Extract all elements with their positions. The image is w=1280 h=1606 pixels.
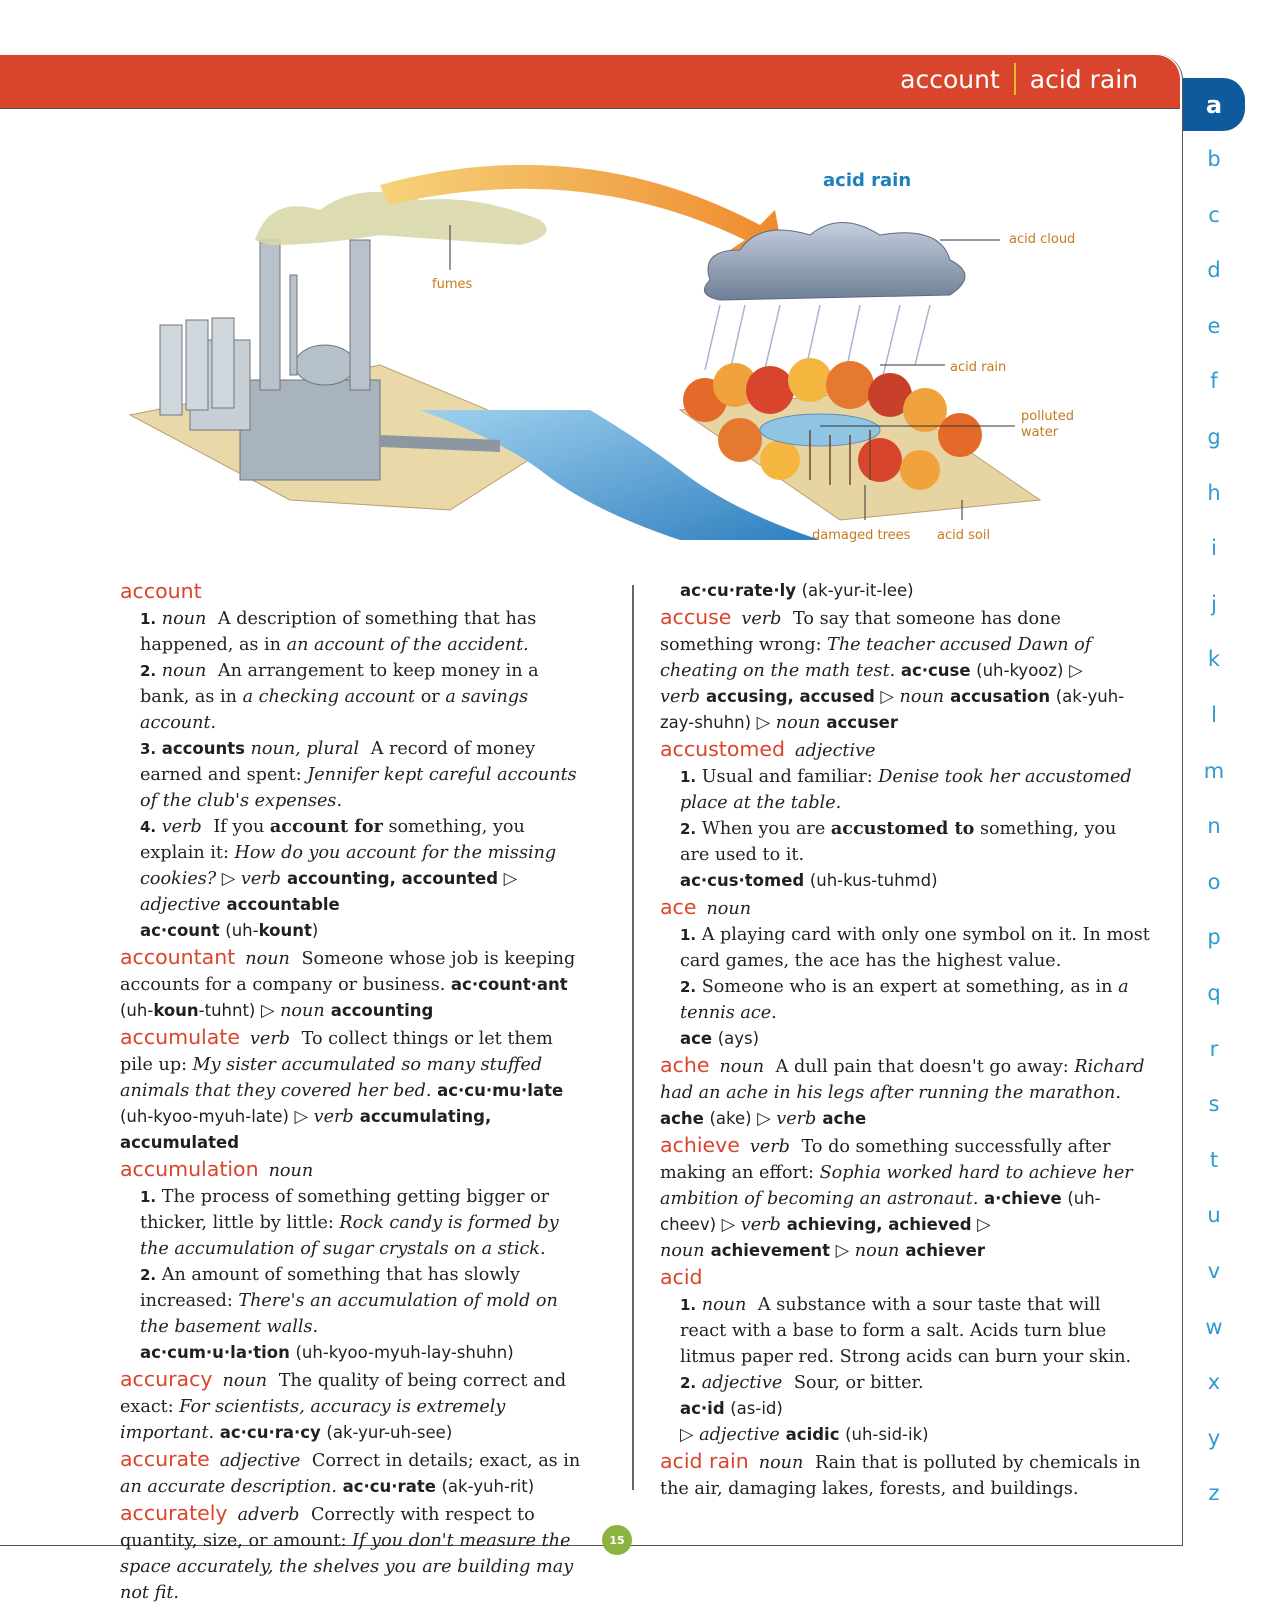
alphabet-tab-m[interactable]: m: [1203, 758, 1225, 783]
factory-building: [240, 380, 380, 480]
headword: ache: [660, 1053, 710, 1077]
label-polluted-water: polluted water: [1021, 409, 1075, 440]
smokestack: [350, 240, 370, 390]
headword: accustomed: [660, 737, 785, 761]
alphabet-tab-e[interactable]: e: [1207, 313, 1221, 338]
alphabet-tab-s[interactable]: s: [1208, 1092, 1220, 1117]
entry-acid: acid 1. noun A substance with a sour taste that will react with a base to form a salt. Acids turn blue litmus paper red. Strong acids can burn your skin. 2. adjective Sour, or bitter. ac·id (as-id) ▷ adjective acidic (uh-sid-ik): [660, 1265, 1132, 1445]
alphabet-tab-z[interactable]: z: [1208, 1481, 1220, 1506]
alphabet-tab-l[interactable]: l: [1211, 703, 1217, 727]
entry-accountant: accountant noun Someone whose job is keeping accounts for a company or business. ac·count·ant (uh-koun-tuhnt) ▷ noun accounting: [120, 945, 576, 1021]
dome: [295, 345, 355, 385]
entry-accurately: accurately adverb Correctly with respect to quantity, size, or amount: If you don't measure the space accurately, the shelves you are building may not fit.: [120, 1501, 574, 1603]
smokestack-small: [290, 275, 297, 375]
headword: accuracy: [120, 1367, 213, 1391]
alphabet-tab-g[interactable]: g: [1207, 425, 1221, 449]
alphabet-tab-n[interactable]: n: [1207, 814, 1221, 839]
headword: account: [120, 579, 202, 603]
alphabet-tab-r[interactable]: r: [1209, 1036, 1219, 1061]
entry-accuracy: accuracy noun The quality of being correct and exact: For scientists, accuracy is extremely important. ac·cu·ra·cy (ak-yur-uh-see): [120, 1367, 567, 1443]
label-fumes: fumes: [432, 277, 473, 292]
guide-words: [900, 63, 1138, 95]
entry-accurately-continued: ac·cu·rate·ly (ak-yur-it-lee): [680, 581, 914, 600]
entry-accustomed: accustomed adjective 1. Usual and familiar: Denise took her accustomed place at the table. 2. When you are accustomed to something, you are used to it. ac·cus·tomed (uh-kus-tuhmd): [660, 737, 1132, 890]
alphabet-tab-i[interactable]: i: [1211, 536, 1217, 561]
silo: [160, 325, 182, 415]
headword: accuse: [660, 605, 732, 629]
alphabet-tab-b[interactable]: b: [1207, 147, 1221, 171]
alphabet-tab-f[interactable]: f: [1210, 369, 1218, 394]
guide-word-first: account: [900, 64, 1000, 94]
alphabet-tab-c[interactable]: c: [1208, 202, 1220, 227]
silo: [212, 318, 234, 408]
column-divider: [632, 585, 634, 1490]
alphabet-tab-w[interactable]: w: [1205, 1314, 1223, 1339]
alphabet-tab-q[interactable]: q: [1207, 981, 1221, 1005]
headword: accurate: [120, 1447, 210, 1471]
right-column: [660, 578, 1150, 1502]
page-number: 15: [602, 1525, 632, 1555]
label-damaged-trees: damaged trees: [812, 528, 911, 543]
headword: acid rain: [660, 1449, 749, 1473]
illustration-title: acid rain: [823, 170, 912, 191]
headword: accumulation: [120, 1157, 259, 1181]
alphabet-tab-p[interactable]: p: [1207, 925, 1221, 950]
headword: accurately: [120, 1501, 228, 1525]
label-acid-soil: acid soil: [937, 528, 991, 543]
entry-accuse: accuse verb To say that someone has done something wrong: The teacher accused Dawn of cheating on the math test. ac·cuse (uh-kyooz) ▷ verb accusing, accused ▷ noun accusation (ak-yuh-zay-shuhn) ▷ noun accuser: [660, 605, 1125, 733]
headword: accountant: [120, 945, 236, 969]
smokestack: [260, 240, 280, 390]
alphabet-tab-t[interactable]: t: [1209, 1147, 1219, 1172]
label-acid-cloud: acid cloud: [1009, 232, 1076, 247]
entry-acid-rain: acid rain noun Rain that is polluted by chemicals in the air, damaging lakes, forests, and buildings.: [660, 1449, 1141, 1499]
acid-rain-illustration: [120, 140, 1110, 570]
alphabet-tab-d[interactable]: d: [1207, 258, 1221, 283]
alphabet-tab-o[interactable]: o: [1207, 869, 1221, 894]
left-column: [120, 578, 590, 1606]
headword: ace: [660, 895, 697, 919]
guide-word-divider: [1014, 63, 1016, 95]
entry-accumulate: accumulate verb To collect things or let them pile up: My sister accumulated so many stuffed animals that they covered her bed. ac·cu·mu·late (uh-kyoo-myuh-late) ▷ verb accumulating, accumulated: [120, 1025, 564, 1152]
headword: acid: [660, 1265, 703, 1289]
entry-ace: ace noun 1. A playing card with only one symbol on it. In most card games, the ace has the highest value. 2. Someone who is an expert at something, as in a tennis ace. ace (ays): [660, 895, 1150, 1048]
alphabet-tab-u[interactable]: u: [1207, 1203, 1221, 1228]
alphabet-tab-x[interactable]: x: [1207, 1370, 1221, 1395]
entry-accumulation: accumulation noun 1. The process of something getting bigger or thicker, little by little: Rock candy is formed by the accumulation of sugar crystals on a stick. 2. An amount of something that has slowly increased: There's an accumulation of mold on the basement walls. ac·cum·u·la·tion (uh-kyoo-myuh-lay-shuhn): [120, 1157, 559, 1362]
guide-word-last: acid rain: [1029, 64, 1138, 94]
headword: achieve: [660, 1133, 740, 1157]
alphabet-tab-h[interactable]: h: [1207, 480, 1221, 505]
silo: [186, 320, 208, 410]
entry-achieve: achieve verb To do something successfully after making an effort: Sophia worked hard to achieve her ambition of becoming an astronaut. a·chieve (uh-cheev) ▷ verb achieving, achieved ▷ noun achievement ▷ noun achiever: [660, 1133, 1133, 1261]
alphabet-tab-k[interactable]: k: [1207, 647, 1221, 672]
alphabet-tab-active[interactable]: a: [1183, 78, 1245, 131]
entry-ache: ache noun A dull pain that doesn't go away: Richard had an ache in his legs after running the marathon. ache (ake) ▷ verb ache: [660, 1053, 1145, 1129]
alphabet-tab-j[interactable]: j: [1211, 591, 1217, 616]
label-acid-rain: acid rain: [950, 360, 1007, 375]
polluted-lake: [760, 414, 880, 446]
alphabet-tab-v[interactable]: v: [1207, 1259, 1221, 1283]
alphabet-tab-y[interactable]: y: [1207, 1425, 1221, 1450]
header-band: [0, 55, 1180, 109]
headword: accumulate: [120, 1025, 240, 1049]
entry-account: account 1. noun A description of something that has happened, as in an account of the accident. 2. noun An arrangement to keep money in a bank, as in a checking account or a savings account. 3. accounts noun, plural A record of money earned and spent: Jennifer kept careful accounts of the club's expenses. 4. verb If you account for something, you explain it: How do you account for the missing cookies? ▷ verb accounting, accounted ▷ adjective accountable ac·count (uh-kount): [120, 579, 577, 940]
entry-accurate: accurate adjective Correct in details; exact, as in an accurate description. ac·cu·rate (ak-yuh-rit): [120, 1447, 581, 1497]
